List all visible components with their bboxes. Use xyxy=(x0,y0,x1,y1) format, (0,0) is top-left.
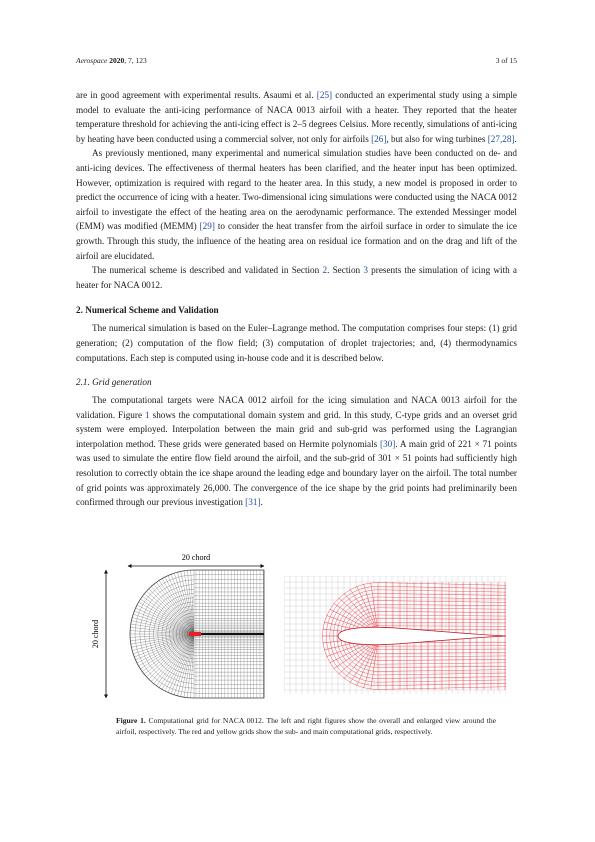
section-heading: 2. Numerical Scheme and Validation xyxy=(76,305,219,316)
citation-link[interactable]: [30] xyxy=(380,438,396,449)
paragraph-1: are in good agreement with experimental results. Asaumi et al. [25] conducted an experimental study using a simple model to evaluate the anti-icing performance of NACA 0013 airfoil with a heater. They reported that the heater temperature threshold for achieving the anti-icing effect is 2–5 degrees Celsius. More recently, simulations of anti-icing by heating have been conducted using a commercial solver, not only for airfoils [26], but also for wing turbines [27,28]. xyxy=(76,90,518,144)
citation-link[interactable]: [31] xyxy=(245,497,261,508)
figure-link[interactable]: 1 xyxy=(145,409,150,420)
figure-1 xyxy=(76,548,517,710)
citation-link[interactable]: [27,28] xyxy=(487,133,515,144)
paragraph-2: As previously mentioned, many experimental and numerical simulation studies have been conducted on de- and anti-icing devices. The effectiveness of thermal heaters has been clarified, and the heater input has been optimized. However, optimization is required with regard to the heater area. In this study, a new model is proposed in order to predict the occurrence of icing with a heater. Two-dimensional icing simulations were conducted using the NACA 0012 airfoil to investigate the effect of the heating area on the aerodynamic performance. The extended Messinger model (EMM) was modified (MEMM) [29] to consider the heat transfer from the airfoil surface in order to simulate the ice growth. Through this study, the influence of the heating area on residual ice formation and on the drag and lift of the airfoil are elucidated. xyxy=(76,148,517,261)
paragraph-4: The numerical simulation is based on the Euler–Lagrange method. The computation comprises four steps: (1) grid generation; (2) computation of the flow field; (3) computation of droplet trajectories; and, (4) thermodynamics computations. Each step is computed using in-house code and it is described below. xyxy=(76,323,517,363)
figure-1-caption: Figure 1. Computational grid for NACA 0012. The left and right figures show the overall and enlarged view around the airfoil, respectively. The red and yellow grids show the sub- and main computational grids, respectively. xyxy=(116,716,496,737)
citation-link[interactable]: [29] xyxy=(199,221,215,232)
paragraph-5: The computational targets were NACA 0012 airfoil for the icing simulation and NACA 0013 airfoil for the validation. Figure 1 shows the computational domain system and grid. In this study, C-type grids and an overset grid system were employed. Interpolation between the main grid and sub-grid was performed using the Lagrangian interpolation method. These grids were generated based on Hermite polynomials [30]. A main grid of 221 × 71 points was used to simulate the entire flow field around the airfoil, and the sub-grid of 301 × 51 points had sufficiently high resolution to correctly obtain the ice shape around the leading edge and boundary layer on the airfoil. The total number of grid points was approximately 26,000. The convergence of the ice shape by the grid points had preliminarily been confirmed through our previous investigation [31]. xyxy=(76,395,518,508)
wake-grid-lines xyxy=(201,633,264,635)
subgrid-region xyxy=(189,632,201,636)
citation-link[interactable]: [26] xyxy=(371,133,387,144)
section-link[interactable]: 2 xyxy=(322,265,328,276)
running-header xyxy=(76,56,517,65)
horizontal-dimension-label: 20 chord xyxy=(181,553,211,562)
citation-link[interactable]: [25] xyxy=(316,90,333,100)
header-page-number: 3 of 15 xyxy=(495,56,517,65)
vertical-dimension-label: 20 chord xyxy=(91,619,100,649)
body-text xyxy=(76,88,517,510)
figure-1-graphic xyxy=(76,548,517,710)
header-journal: Aerospace 2020, 7, 123 xyxy=(76,56,147,65)
subsection-heading: 2.1. Grid generation xyxy=(76,377,152,388)
paragraph-3: The numerical scheme is described and validated in Section 2. Section 3 presents the simulation of icing with a heater for NACA 0012. xyxy=(76,265,518,290)
section-link[interactable]: 3 xyxy=(363,265,368,276)
main-grid-line xyxy=(186,634,194,710)
